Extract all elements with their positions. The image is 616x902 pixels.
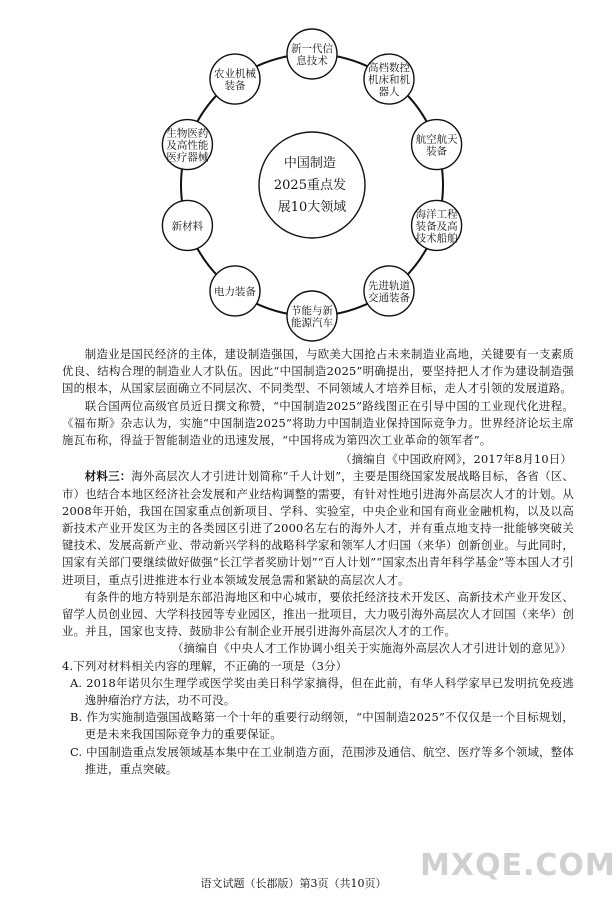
- field-node-label: [291, 304, 333, 329]
- source-citation: （摘编自《中央人才工作协调小组关于实施海外高层次人才引进计划的意见》）: [172, 641, 572, 656]
- center-line: 展10大领域: [277, 200, 347, 215]
- page-footer: 语文试题（长郡版）第3页（共10页）: [200, 877, 387, 890]
- watermark-logo: MXQE.COM: [420, 848, 616, 883]
- field-node-line: 海洋工程: [415, 208, 458, 221]
- field-node-line: 及高性能: [166, 139, 209, 152]
- field-node-label: [172, 219, 204, 232]
- material-three: [62, 468, 574, 588]
- field-node-label: [214, 285, 256, 298]
- field-node-label: [416, 207, 458, 244]
- source-citation: （摘编自《中国政府网》，2017年8月10日）: [340, 452, 572, 467]
- field-node-line: 交通装备: [367, 291, 410, 304]
- article-body: [62, 346, 574, 778]
- paragraph: 制造业是国民经济的主体，建设制造强国，与欧美大国抢占未来制造业高地，关键要有一支素质优良、结构合理的制造业人才队伍。因此“中国制造2025”明确提出，要坚持把人才作为建设制造强国的根本，从国家层面确立不同层次、不同类型、不同领域人才培养目标，走人才引领的发展道路。: [62, 347, 574, 396]
- field-node-label: [368, 279, 410, 304]
- field-node-line: 机床和机: [367, 74, 410, 87]
- key-fields-diagram: [0, 0, 587, 345]
- field-node-line: 航空航天: [415, 133, 458, 146]
- material-text: 海外高层次人才引进计划简称“千人计划”，主要是围绕国家发展战略目标，各省（区、市）也结合本地区经济社会发展和产业结构调整的需要，有针对性地引进海外高层次人才的计划。从2008年开始，我国在国家重点创新项目、学科、实验室，中央企业和国有商业金融机构，以及以高新技术产业开发区为主的各类园区引进了2000名左右的海外人才，并有重点地支持一批能够突破关键技术、发展高新产业、带动新兴学科的战略科学家和领军人才归国（来华）创新创业。与此同时，国家有关部门要继续做好做强“长江学者奖励计划”“百人计划”“国家杰出青年科学基金”等本国人才引进项目，重点引进推进本行业本领域发展急需和紧缺的高层次人才。: [62, 469, 574, 587]
- field-node-line: 装备及高: [415, 220, 458, 233]
- field-node-label: [166, 127, 208, 164]
- field-node-line: 农业机械: [214, 68, 257, 81]
- field-node-line: 息技术: [296, 55, 328, 67]
- center-line: 2025重点发: [273, 178, 346, 193]
- field-node-line: 高档数控: [367, 62, 410, 75]
- center-label: [274, 155, 350, 215]
- field-node-line: 电力装备: [214, 285, 257, 298]
- field-node-line: 节能与新: [291, 305, 333, 317]
- field-node-line: 装备: [224, 80, 246, 93]
- material-label: 材料三：: [84, 469, 132, 484]
- option-c: C. 中国制造重点发展领域基本集中在工业制造方面，范围涉及通信、航空、医疗等多个领域，整体推进，重点突破。: [69, 744, 574, 776]
- option-a: A. 2018年诺贝尔生理学或医学奖由美日科学家摘得，但在此前，有华人科学家早已发明抗免疫逃逸肿瘤治疗方法，功不可没。: [69, 675, 574, 708]
- field-node-line: 医疗器械: [166, 151, 209, 164]
- field-node-label: [291, 42, 333, 67]
- option-b: B. 作为实施制造强国战略第一个十年的重要行动纲领，“中国制造2025”不仅仅是一个目标规划，更是未来我国国际竞争力的重要保证。: [69, 710, 574, 742]
- field-node-line: 装备: [426, 145, 448, 158]
- question-stem: 4.下列对材料相关内容的理解，不正确的一项是（3分）: [62, 658, 348, 673]
- center-line: 中国制造: [283, 156, 336, 171]
- field-node-line: 能源汽车: [291, 317, 333, 329]
- field-node-line: 先进轨道: [367, 279, 410, 292]
- field-node-line: 技术船舶: [415, 232, 458, 245]
- field-node-line: 新一代信: [291, 43, 333, 55]
- field-node-line: 生物医药: [166, 127, 209, 140]
- field-node-line: 器人: [378, 86, 400, 99]
- field-node-line: 新材料: [171, 220, 204, 233]
- paragraph: 联合国两位高级官员近日撰文称赞，“中国制造2025”路线图正在引导中国的工业现代化进程。《福布斯》杂志认为，实施“中国制造2025”将助力中国制造业保持国际竞争力。世界经济论坛主席施瓦布称，得益于智能制造业的迅速发展，“中国将成为第四次工业革命的领军者”。: [62, 398, 574, 448]
- paragraph: 有条件的地方特别是东部沿海地区和中心城市，要依托经济技术开发区、高新技术产业开发区、留学人员创业园、大学科技园等专业园区，推出一批项目，大力吸引海外高层次人才回国（来华）创业。并且，国家也支持、鼓励非公有制企业开展引进海外高层次人才的工作。: [62, 589, 574, 639]
